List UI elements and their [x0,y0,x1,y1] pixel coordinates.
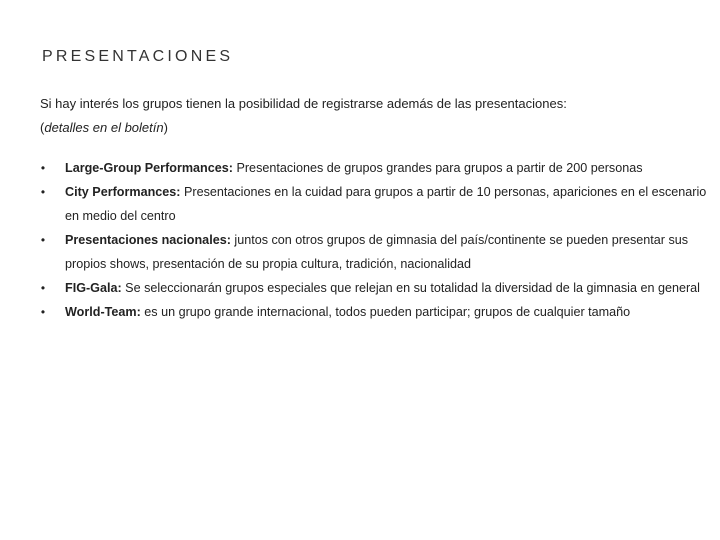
item-term: World-Team: [65,305,141,319]
item-term: City Performances: [65,185,181,199]
list-item [38,156,710,180]
item-text: juntos con otros grupos de gimnasia del país/continente se pueden presentar sus propios shows, presentación de su propia cultura, tradición, nacionalidad [65,233,689,271]
item-term: FIG-Gala: [65,281,122,295]
bullet-icon: • [40,281,46,295]
intro-note-open: ( [40,120,45,135]
list-item [38,276,710,300]
list-item [38,180,710,228]
bullet-icon: • [40,233,46,247]
item-text: Presentaciones de grupos grandes para grupos a partir de 200 personas [232,161,643,175]
item-text: Presentaciones en la cuidad para grupos a partir de 10 personas, apariciones en el escenario en medio del centro [65,185,707,223]
slide-title: PRESENTACIONES [42,48,234,65]
list-item [38,228,710,276]
intro-line: Si hay interés los grupos tienen la posibilidad de registrarse además de las presentaciones: [40,96,567,111]
intro-paragraph [40,92,700,140]
item-term: Presentaciones nacionales: [65,233,231,247]
bullet-icon: • [40,305,46,319]
bullet-icon: • [40,161,46,175]
list-item [38,300,710,324]
intro-note-close: ) [163,120,168,135]
item-text: es un grupo grande internacional, todos pueden participar; grupos de cualquier tamaño [140,305,631,319]
item-term: Large-Group Performances: [65,161,233,175]
intro-note-text: detalles en el boletín [44,120,164,135]
item-text: Se seleccionarán grupos especiales que relejan en su totalidad la diversidad de la gimnasia en general [121,281,700,295]
bullet-icon: • [40,185,46,199]
intro-note [40,116,700,140]
presentation-list [38,156,710,324]
